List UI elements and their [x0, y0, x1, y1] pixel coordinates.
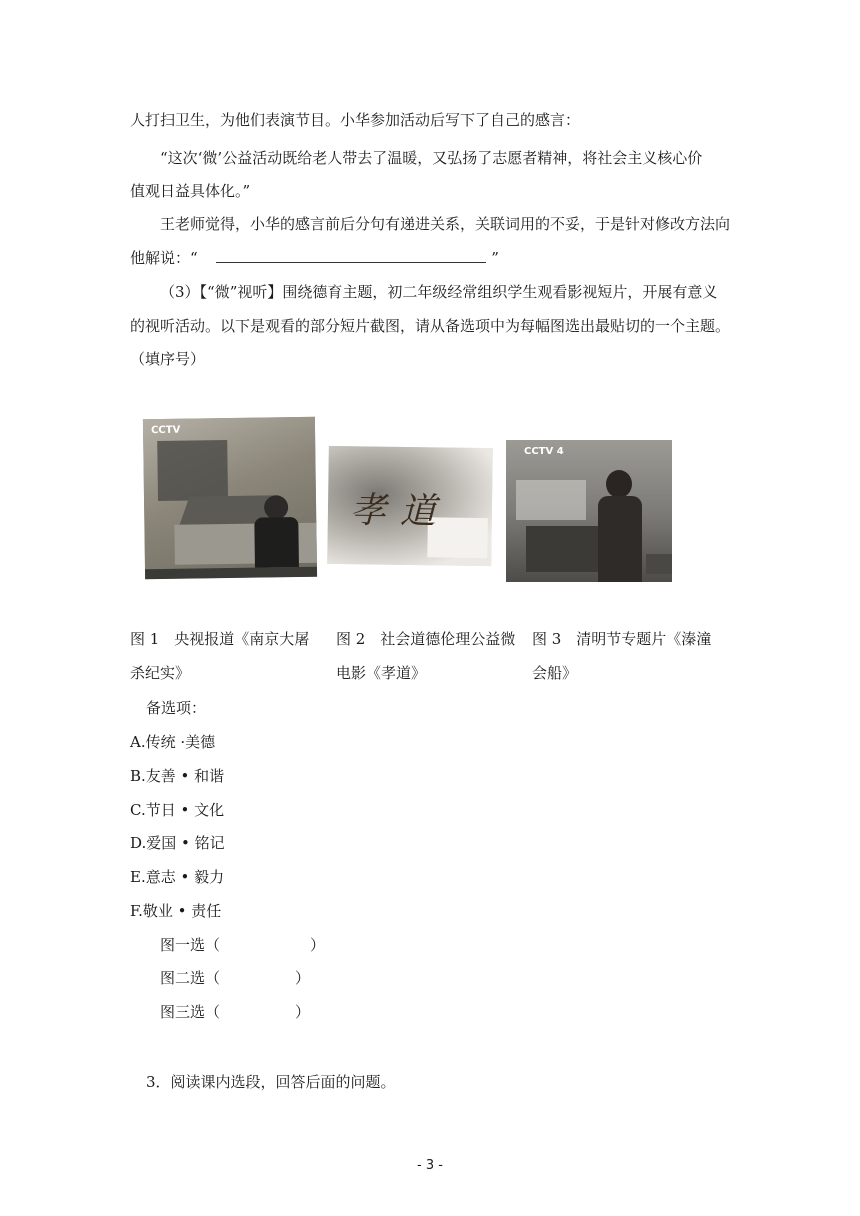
option-f: F.敬业 • 责任	[130, 902, 222, 920]
answer-blank[interactable]	[216, 248, 486, 263]
answer-figure-3[interactable]: 图三选（ ）	[160, 1003, 311, 1021]
question-3: 3．阅读课内选段，回答后面的问题。	[146, 1073, 396, 1091]
answer-figure-1[interactable]: 图一选（ ）	[160, 936, 326, 954]
answer-suffix: ”	[491, 249, 499, 267]
cctv-logo: CCTV	[150, 424, 181, 437]
answer-line	[130, 248, 499, 268]
option-e: E.意志 • 毅力	[130, 868, 225, 886]
text-line-4: 王老师觉得，小华的感言前后分句有递进关系，关联词用的不妥，于是针对修改方法向	[160, 215, 731, 233]
option-b: B.友善 • 和谐	[130, 767, 225, 785]
option-a: A.传统 ·美德	[130, 733, 216, 751]
text-line-7: 的视听活动。以下是观看的部分短片截图，请从备选项中为每幅图选出最贴切的一个主题。	[130, 317, 731, 335]
figure-2-screenshot	[327, 446, 493, 566]
figure-2-caption: 图 2 社会道德伦理公益微电影《孝道》	[336, 630, 516, 682]
figure-1-screenshot	[143, 417, 317, 579]
quote-line-2: 值观日益具体化。”	[130, 182, 251, 200]
option-d: D.爱国 • 铭记	[130, 834, 225, 852]
calligraphy-artwork: 孝道	[349, 490, 451, 533]
quote-line-1: “这次‘微’公益活动既给老人带去了温暖，又弘扬了志愿者精神，将社会主义核心价	[160, 149, 703, 167]
text-line-8: （填序号）	[130, 350, 206, 368]
text-line-6: （3）【“微”视听】围绕德育主题，初二年级经常组织学生观看影视短片，开展有意义	[160, 283, 718, 301]
options-heading: 备选项：	[146, 699, 207, 717]
figure-1-caption: 图 1 央视报道《南京大屠杀纪实》	[130, 630, 310, 682]
text-line-1: 人打扫卫生，为他们表演节目。小华参加活动后写下了自己的感言：	[130, 111, 581, 129]
option-c: C.节日 • 文化	[130, 801, 225, 819]
cctv4-logo: CCTV 4	[524, 446, 564, 457]
answer-prefix: 他解说：“	[130, 249, 198, 267]
page-number: - 3 -	[417, 1158, 443, 1173]
answer-figure-2[interactable]: 图二选（ ）	[160, 969, 311, 987]
figure-3-caption: 图 3 清明节专题片《溱潼会船》	[532, 630, 712, 682]
figure-3-screenshot	[506, 440, 672, 582]
